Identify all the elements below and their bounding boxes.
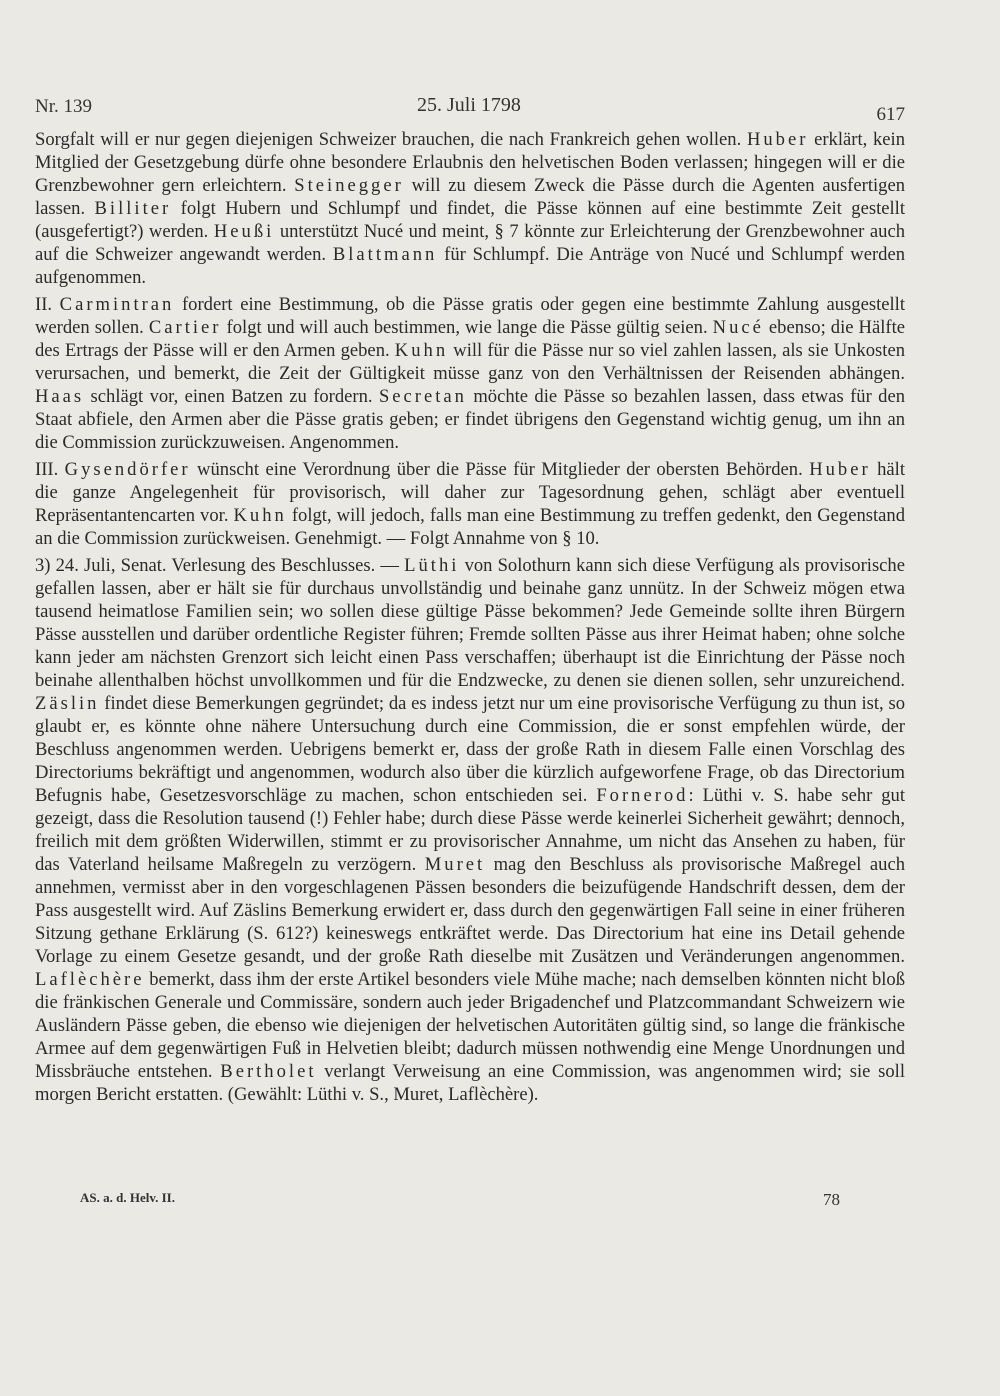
text-segment: unterstützt Nucé und meint, § 7 könnte zur Erleichterung der Grenzbewohner auch auf die Schweizer angewandt werden. [35,221,905,265]
speaker-name: Cartier [148,317,222,338]
text-segment: wünscht eine Verordnung über die Pässe für Mitglieder der obersten Behörden. [190,459,810,480]
speaker-name: Zäslin [35,693,100,714]
text-segment: 3) 24. Juli, Senat. Verlesung des Beschlusses. — [35,555,405,576]
speaker-name: Huber [809,459,871,480]
speaker-name: Carmintran [59,294,175,315]
document-number: Nr. 139 [35,96,92,117]
page-header [35,90,905,124]
text-segment: : Lüthi v. S. habe sehr gut gezeigt, dass die Resolution tausend (!) Fehler habe; durch diese Pässe werde keinerlei Sicherheit gewährt; dennoch, freilich mit dem größten Widerwillen, stimmt er zu provisorischer Annahme, um nicht das Ansehen zu haben, für das Vaterland heilsame Maßregeln zu verzögern. [35,785,906,875]
text-segment: will für die Pässe nur so viel zahlen lassen, als sie Unkosten verursachen, und bemerkt, die Zeit der Gültigkeit müsse ganz von den Verhältnissen der Reisenden abhängen. [35,340,905,384]
text-segment: findet diese Bemerkungen gegründet; da es indess jetzt nur um eine provisorische Verfügung zu thun ist, so glaubt er, es könnte ohne nähere Untersuchung durch eine Commission, die er sonst empfehlen würde, der Beschluss angenommen werden. Uebrigens bemerkt er, dass der große Rath in diesem Falle einen Vorschlag des Directoriums bekräftigt und angenommen, wodurch also über die kürzlich aufgeworfene Frage, ob das Directorium Befugnis habe, Gesetzesvorschläge zu machen, schon entschieden sei. [35,693,905,806]
paragraph [35,554,905,1106]
speaker-name: Steinegger [294,175,404,196]
text-segment: folgt und will auch bestimmen, wie lange die Pässe gültig seien. [221,317,713,338]
text-segment: hält die ganze Angelegenheit für provisorisch, will daher zur Tagesordnung gehen, schlägt aber eventuell Repräsentantencarten vor. [35,459,905,526]
text-segment: möchte die Pässe so bezahlen lassen, dass etwas für den Staat abfiele, den Armen aber die Pässe gratis geben; er findet übrigens den Gegenstand wichtig genug, um ihn an die Commission zurückzuweisen. Angenommen. [35,386,905,453]
text-segment: folgt Hubern und Schlumpf und findet, die Pässe können auf eine bestimmte Zeit gestellt (ausgefertigt?) werden. [35,198,905,242]
paragraph [35,458,905,550]
speaker-name: Billiter [94,198,172,219]
text-segment: bemerkt, dass ihm der erste Artikel besonders viele Mühe mache; nach demselben könnten nicht bloß die fränkischen Generale und Commissäre, sondern auch jeder Brigadenchef und Platzcommandant Schweizern wie Ausländern Pässe geben, die ebenso wie diejenigen der helvetischen Autoritäten gültig sind, so lange die fränkische Armee auf dem gegenwärtigen Fuß in Helvetien bleibt; dadurch müssen nothwendig eine Menge Unordnungen und Missbräuche entstehen. [35,969,905,1082]
page-number: 617 [876,104,905,125]
text-segment: erklärt, kein Mitglied der Gesetzgebung dürfe ohne besondere Erlaubnis den helvetischen Boden verlassen; hingegen will er die Grenzbewohner gern erleichtern. [35,129,905,196]
speaker-name: Kuhn [233,505,287,526]
sheet-signature: 78 [823,1190,840,1209]
text-segment: mag den Beschluss als provisorische Maßregel auch annehmen, vermisst aber in den vorgeschlagenen Pässen besonders die beizufügende Handschrift dessen, dem der Pass ausgestellt wird. Auf Zäslins Bemerkung erwidert er, dass durch den gegenwärtigen Fall seine in einer früheren Sitzung gethane Erklärung (S. 612?) keineswegs entkräftet werde. Das Directorium hat eine ins Detail gehende Vorlage zu einem Gesetze gesandt, und der große Rath dieselbe mit Zusätzen und Veränderungen angenommen. [35,854,905,967]
text-segment: verlangt Verweisung an eine Commission, was angenommen wird; sie soll morgen Bericht erstatten. (Gewählt: Lüthi v. S., Muret, Laflèchère). [35,1061,905,1105]
speaker-name: Fornerod [596,785,689,806]
text-segment: für Schlumpf. Die Anträge von Nucé und Schlumpf werden aufgenommen. [35,244,905,288]
source-reference: AS. a. d. Helv. II. [80,1190,175,1205]
speaker-name: Secretan [378,386,467,407]
text-segment: schlägt vor, einen Batzen zu fordern. [84,386,379,407]
speaker-name: Heußi [213,221,275,242]
speaker-name: Lüthi [404,555,460,576]
text-segment: II. [35,294,60,315]
speaker-name: Kuhn [394,340,449,361]
text-segment: von Solothurn kann sich diese Verfügung als provisorische gefallen lassen, aber er hält sie für durchaus unvollständig und beinahe ganz unnütz. In der Schweiz mögen etwa tausend heimatlose Familien sein; wo sollen diese gültige Pässe bekommen? Jede Gemeinde sollte ihren Bürgern Pässe ausstellen und darüber ordentliche Register führen; Fremde sollten Pässe aus ihrer Heimat haben; ohne solche kann jeder am nächsten Grenzort sich leicht einen Pass verschaffen; überhaupt ist die Einrichtung der Pässe noch beinahe allenthalben höchst unvollkommen und für die Endzwecke, zu denen sie dienen sollen, sehr unzureichend. [35,555,905,691]
page-footer [80,1190,840,1220]
body-text [35,128,905,1110]
paragraph [35,128,905,289]
speaker-name: Gysendörfer [64,459,191,480]
speaker-name: Haas [35,386,85,407]
speaker-name: Laflèchère [35,969,145,990]
text-segment: will zu diesem Zweck die Pässe durch die Agenten ausfertigen lassen. [35,175,905,219]
speaker-name: Nucé [712,317,764,338]
text-segment: fordert eine Bestimmung, ob die Pässe gratis oder gegen eine bestimmte Zahlung ausgestellt werden sollen. [35,294,905,338]
text-segment: III. [35,459,65,480]
speaker-name: Blattmann [332,244,438,265]
speaker-name: Bertholet [220,1061,317,1082]
text-segment: folgt, will jedoch, falls man eine Bestimmung zu treffen gedenkt, den Gegenstand an die Commission zurückweisen. Genehmigt. — Folgt Annahme von § 10. [35,505,905,549]
text-segment: Sorgfalt will er nur gegen diejenigen Schweizer brauchen, die nach Frankreich gehen wollen. [35,129,747,150]
document-date: 25. Juli 1798 [417,94,521,116]
text-segment: ebenso; die Hälfte des Ertrags der Pässe will er den Armen geben. [35,317,905,361]
speaker-name: Huber [746,129,809,150]
paragraph [35,293,905,454]
speaker-name: Muret [424,854,486,875]
